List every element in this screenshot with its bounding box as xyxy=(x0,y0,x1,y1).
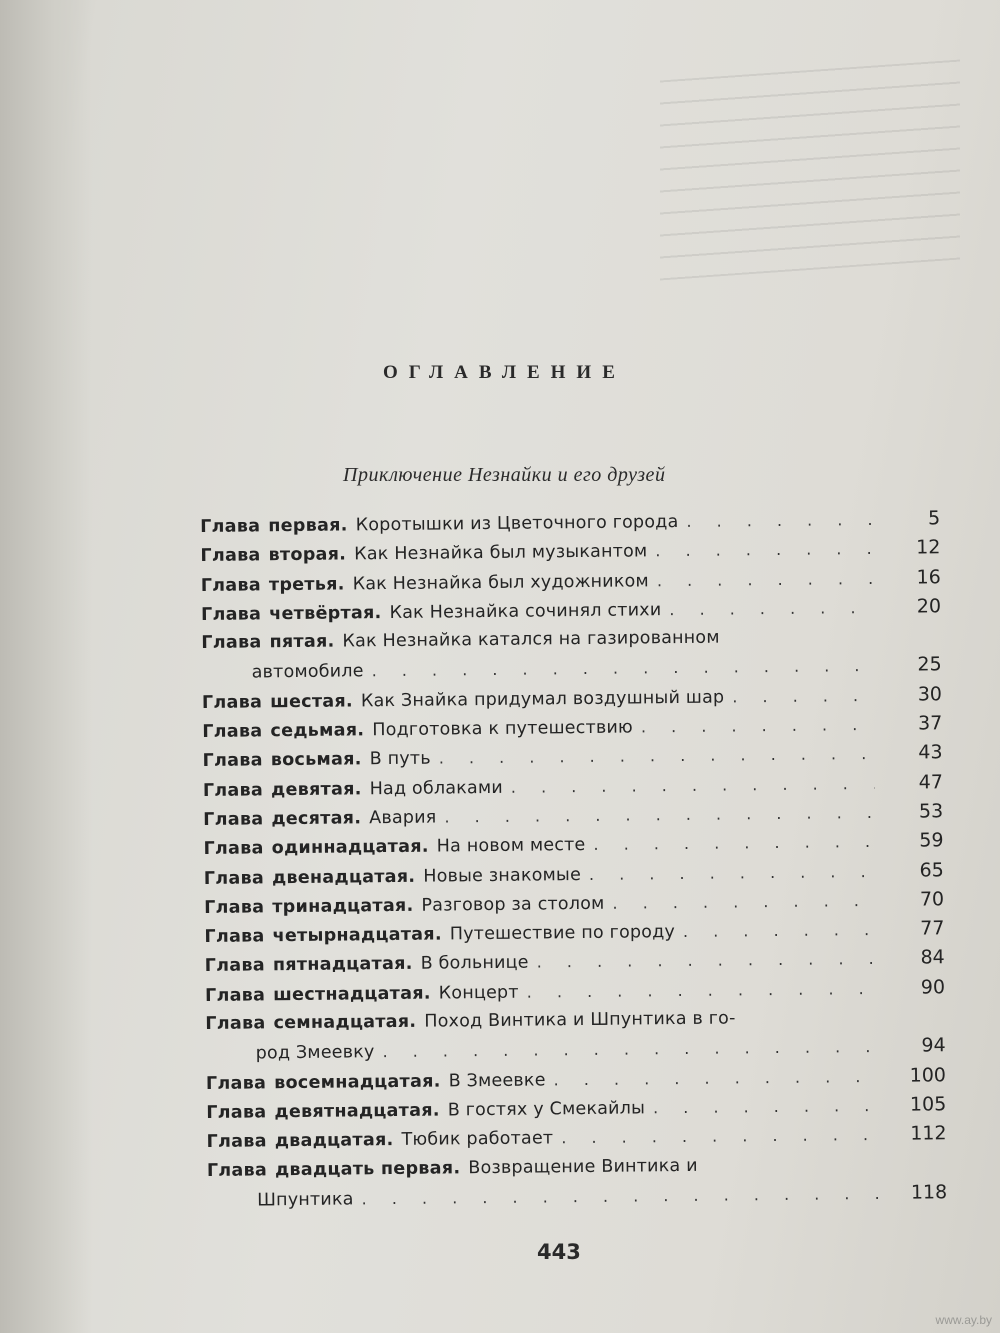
dot-leader xyxy=(653,1091,878,1123)
chapter-title: Как Незнайка был музыкантом xyxy=(354,541,648,565)
chapter-title: Подготовка к путешествию xyxy=(372,717,634,741)
dot-leader xyxy=(561,1120,879,1153)
dot-leader xyxy=(553,1062,878,1095)
chapter-label: Глава xyxy=(205,1072,267,1094)
dot-leader xyxy=(655,534,872,566)
chapter-title: Тюбик работает xyxy=(401,1128,554,1151)
chapter-page: 105 xyxy=(909,1093,947,1116)
chapter-title: В Змеевке xyxy=(448,1070,546,1092)
bleed-through-text xyxy=(660,60,960,281)
chapter-label: Глава xyxy=(200,545,261,567)
dot-leader xyxy=(537,944,877,977)
chapter-page: 37 xyxy=(917,712,943,735)
chapter-number: четырнадцатая. xyxy=(272,924,442,947)
chapter-label: Глава xyxy=(205,1013,266,1035)
dot-leader xyxy=(439,739,875,773)
chapter-page: 94 xyxy=(921,1034,946,1057)
chapter-page: 43 xyxy=(918,741,943,764)
chapter-number: одиннадцатая. xyxy=(271,836,429,859)
chapter-number: шестая. xyxy=(270,691,354,713)
chapter-label: Глава xyxy=(203,867,265,889)
chapter-number: девятнадцатая. xyxy=(274,1100,440,1123)
dot-leader xyxy=(686,505,872,536)
chapter-page: 59 xyxy=(919,829,944,852)
page-number: 443 xyxy=(537,1240,581,1264)
dot-leader xyxy=(732,681,874,712)
chapter-number: семнадцатая. xyxy=(273,1011,417,1034)
chapter-label: Глава xyxy=(203,809,264,830)
chapter-number: десятая. xyxy=(271,808,362,830)
chapter-title: Возвращение Винтика и xyxy=(468,1155,698,1178)
chapter-title: Новые знакомые xyxy=(423,864,582,887)
chapter-title-continuation: род Змеевку xyxy=(255,1042,375,1064)
chapter-title: Авария xyxy=(369,807,437,829)
chapter-number: двадцать первая. xyxy=(274,1157,461,1180)
chapter-page: 112 xyxy=(910,1122,947,1145)
chapter-number: девятая. xyxy=(270,778,362,800)
chapter-page: 84 xyxy=(920,946,945,969)
watermark: www.ay.by xyxy=(935,1313,992,1327)
chapter-number: седьмая. xyxy=(270,720,365,742)
page-gutter xyxy=(0,0,92,1333)
book-subtitle: Приключение Незнайки и его друзей xyxy=(343,464,666,486)
chapter-page: 47 xyxy=(918,770,943,794)
chapter-title: Путешествие по городу xyxy=(449,922,676,945)
chapter-number: восьмая. xyxy=(270,749,362,771)
dot-leader xyxy=(669,593,873,624)
chapter-page: 12 xyxy=(916,536,941,559)
chapter-number: двенадцатая. xyxy=(271,866,416,888)
chapter-title: Поход Винтика и Шпунтика в го- xyxy=(424,1008,736,1032)
dot-leader xyxy=(527,974,878,1007)
dot-leader xyxy=(589,857,876,889)
chapter-page: 5 xyxy=(927,507,941,530)
row-spacer xyxy=(698,1168,947,1171)
chapter-page: 30 xyxy=(917,683,943,706)
chapter-page: 100 xyxy=(909,1063,947,1087)
chapter-number: восемнадцатая. xyxy=(274,1071,441,1093)
dot-leader xyxy=(683,915,877,946)
chapter-label: Глава xyxy=(204,897,265,918)
chapter-label: Глава xyxy=(204,985,266,1006)
chapter-label: Глава xyxy=(206,1102,267,1123)
chapter-title: Концерт xyxy=(438,982,519,1004)
dot-leader xyxy=(612,886,876,918)
chapter-page: 25 xyxy=(917,653,942,676)
chapter-title: На новом месте xyxy=(436,835,586,857)
chapter-title: В гостях у Смекайлы xyxy=(447,1098,646,1121)
chapter-title: Как Незнайка был художником xyxy=(352,570,650,594)
chapter-label: Глава xyxy=(206,1159,268,1181)
chapter-label: Глава xyxy=(202,780,264,801)
chapter-label: Глава xyxy=(204,926,265,948)
chapter-title: Коротышки из Цветочного города xyxy=(355,511,679,536)
chapter-title: В больнице xyxy=(420,953,529,975)
chapter-page: 53 xyxy=(918,800,944,823)
chapter-label: Глава xyxy=(200,574,262,596)
dot-leader xyxy=(361,1179,879,1214)
chapter-number: третья. xyxy=(268,574,345,595)
chapter-number: четвёртая. xyxy=(269,602,382,625)
chapter-title: Как Незнайка сочинял стихи xyxy=(389,600,662,623)
row-spacer xyxy=(736,1021,946,1023)
chapter-number: вторая. xyxy=(268,544,347,566)
dot-leader xyxy=(641,710,875,742)
chapter-title-continuation: Шпунтика xyxy=(257,1189,354,1211)
chapter-page: 90 xyxy=(920,975,946,999)
chapter-label: Глава xyxy=(200,604,262,625)
chapter-title: Разговор за столом xyxy=(421,893,605,916)
chapter-label: Глава xyxy=(206,1131,267,1153)
chapter-label: Глава xyxy=(203,838,264,860)
chapter-page: 65 xyxy=(919,858,944,882)
chapter-title: В путь xyxy=(369,748,431,770)
row-spacer xyxy=(720,640,942,642)
chapter-title: Как Знайка придумал воздушный шар xyxy=(360,687,725,712)
chapter-label: Глава xyxy=(201,692,263,713)
chapter-number: двадцатая. xyxy=(274,1130,394,1152)
dot-leader xyxy=(657,564,873,596)
chapter-label: Глава xyxy=(202,721,263,743)
dot-leader xyxy=(511,769,875,802)
chapter-number: шестнадцатая. xyxy=(273,983,431,1006)
chapter-number: пятая. xyxy=(269,631,335,653)
chapter-page: 118 xyxy=(910,1181,948,1204)
chapter-title: Как Незнайка катался на газированном xyxy=(342,627,720,652)
chapter-page: 20 xyxy=(916,595,942,618)
chapter-label: Глава xyxy=(204,955,266,977)
chapter-number: первая. xyxy=(268,515,348,537)
chapter-page: 77 xyxy=(920,917,945,940)
chapter-page: 70 xyxy=(919,888,945,911)
toc-heading: ОГЛАВЛЕНИЕ xyxy=(383,362,626,383)
chapter-number: тринадцатая. xyxy=(272,895,414,918)
chapter-label: Глава xyxy=(202,750,263,772)
chapter-page: 16 xyxy=(916,565,941,589)
chapter-number: пятнадцатая. xyxy=(272,954,413,976)
dot-leader xyxy=(444,798,875,832)
dot-leader xyxy=(593,827,875,859)
chapter-title: Над облаками xyxy=(369,777,503,799)
chapter-title-continuation: автомобиле xyxy=(251,661,364,683)
chapter-label: Глава xyxy=(201,632,262,654)
chapter-label: Глава xyxy=(200,516,261,537)
table-of-contents xyxy=(200,504,947,1212)
